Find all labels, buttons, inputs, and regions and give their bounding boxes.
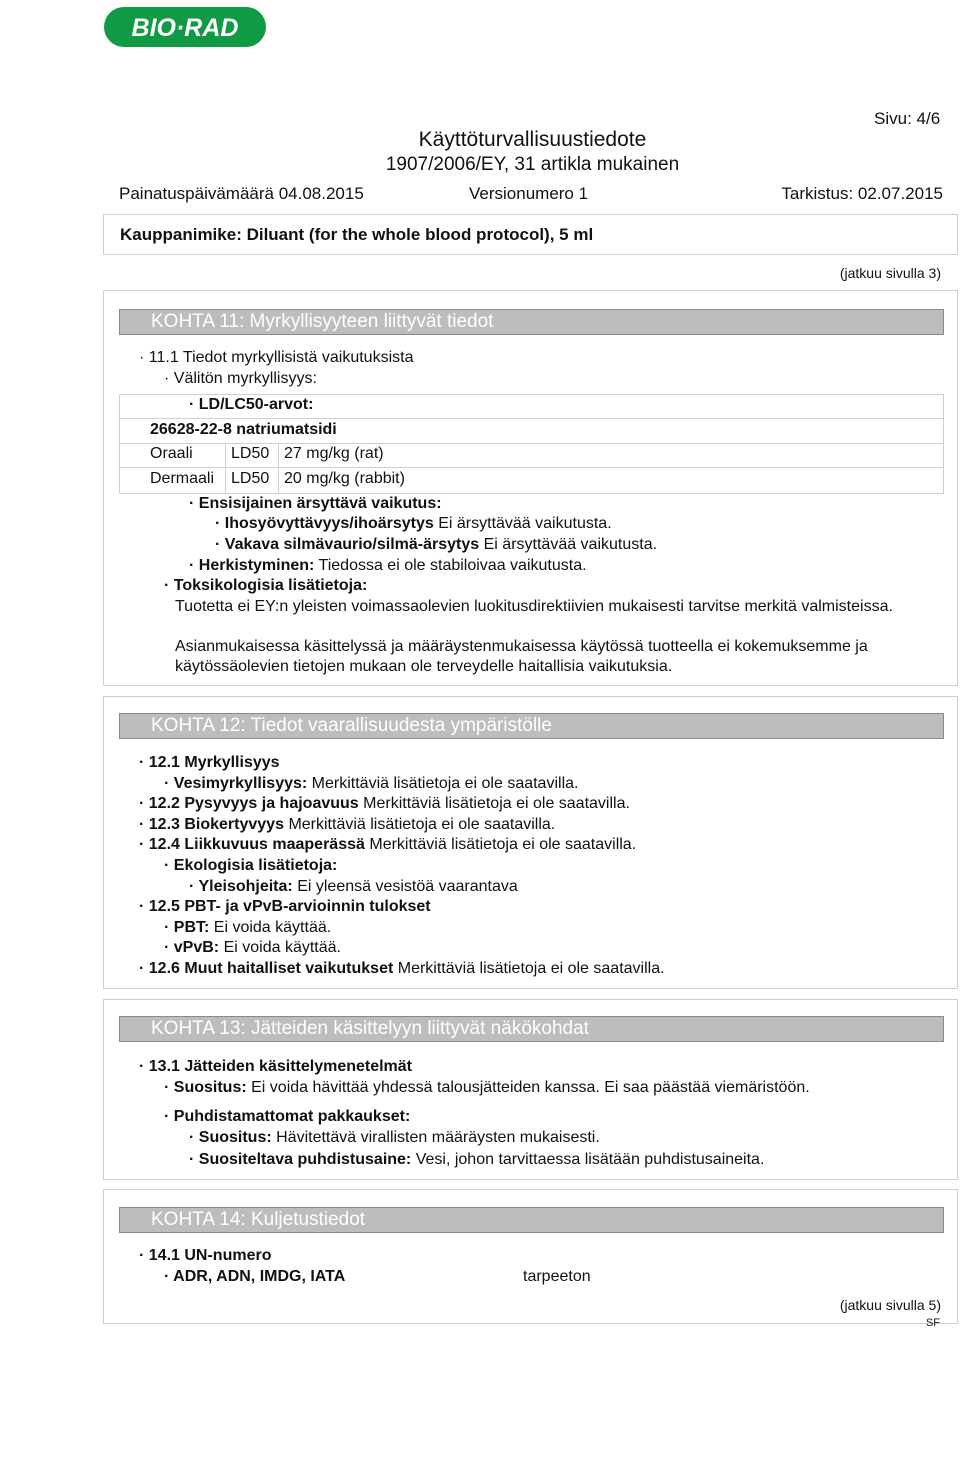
s12-toxicity: · 12.1 Myrkyllisyys: [139, 754, 280, 771]
ld-values-heading: · LD/LC50-arvot:: [189, 396, 314, 413]
packaging-recommendation-line: [189, 1129, 600, 1147]
print-date: Painatuspäivämäärä 04.08.2015: [119, 184, 364, 203]
continued-from: (jatkuu sivulla 3): [839, 265, 941, 281]
pbt-text: Ei voida käyttää.: [213, 919, 332, 936]
toxicological-info-heading: · Toksikologisia lisätietoja:: [164, 577, 368, 594]
mobility-line: [139, 836, 636, 854]
trade-name: Kauppanimike: Diluant (for the whole blood protocol), 5 ml: [120, 225, 594, 244]
recommendation-label: · Suositus:: [164, 1079, 247, 1096]
bioaccumulation-line: [139, 816, 555, 834]
pbt-assessment-heading: · 12.5 PBT- ja vPvB-arvioinnin tulokset: [139, 898, 431, 915]
vpvb-text: Ei voida käyttää.: [223, 939, 341, 956]
eye-damage-line: [215, 536, 657, 554]
eye-damage-label: · Vakava silmävaurio/silmä-ärsytys: [215, 536, 480, 553]
skin-irritation-label: · Ihosyövyttävyys/ihoärsytys: [215, 515, 434, 532]
bio-rad-logo: [103, 6, 267, 48]
aquatic-toxicity-line: [164, 775, 578, 793]
document-title: Käyttöturvallisuustiedote: [418, 128, 647, 151]
vpvb-label: · vPvB:: [164, 939, 220, 956]
persistence-line: [139, 795, 630, 813]
aquatic-toxicity-text: Merkittäviä lisätietoja ei ole saatavilla.: [311, 775, 579, 792]
cleaning-agent-text: Vesi, johon tarvittaessa lisätään puhdistusaineita.: [415, 1151, 765, 1168]
svg-text:BIO·RAD: BIO·RAD: [131, 14, 239, 42]
cleaning-agent-line: [189, 1151, 764, 1169]
toxicological-paragraph-2: Asianmukaisessa käsittelyssä ja määräystenmukaisessa käytössä tuotteella ei kokemuksemme ja käytössäolevien tietojen mukaan ole terveydelle haitallisia vaikutuksia.: [175, 638, 868, 675]
other-effects-text: Merkittäviä lisätietoja ei ole saatavilla.: [397, 960, 665, 977]
ecological-info-heading: · Ekologisia lisätietoja:: [164, 857, 338, 874]
ld-table-col-divider: [225, 443, 226, 494]
vpvb-line: [164, 939, 341, 957]
pbt-line: [164, 919, 331, 937]
waste-methods-heading: · 13.1 Jätteiden käsittelymenetelmät: [139, 1058, 413, 1075]
uncleaned-packaging-heading: · Puhdistamattomat pakkaukset:: [164, 1108, 411, 1125]
primary-irritation-heading: · Ensisijainen ärsyttävä vaikutus:: [189, 495, 442, 512]
eye-damage-text: Ei ärsyttävää vaikutusta.: [483, 536, 658, 553]
un-number-heading: · 14.1 UN-numero: [139, 1247, 272, 1264]
ld-table-col-divider: [278, 443, 279, 494]
pbt-label: · PBT:: [164, 919, 210, 936]
transport-regulations-label: · ADR, ADN, IMDG, IATA: [164, 1268, 346, 1285]
recommendation-line: [164, 1079, 810, 1097]
mobility-text: Merkittäviä lisätietoja ei ole saatavilla.: [369, 836, 637, 853]
section-13-title: KOHTA 13: Jätteiden käsittelyyn liittyvät näkökohdat: [119, 1016, 944, 1042]
toxicological-paragraph-1: Tuotetta ei EY:n yleisten voimassaolevien luokitusdirektiivien mukaisesti tarvitse merkitä valmisteissa.: [175, 598, 893, 615]
other-effects-label: · 12.6 Muut haitalliset vaikutukset: [139, 960, 394, 977]
aquatic-toxicity-label: · Vesimyrkyllisyys:: [164, 775, 308, 792]
page-number: Sivu: 4/6: [874, 109, 941, 128]
ld-row-route: Oraali: [150, 445, 193, 462]
other-effects-line: [139, 960, 665, 978]
sensitisation-text: Tiedossa ei ole stabiloivaa vaikutusta.: [318, 557, 587, 574]
document-subtitle: 1907/2006/EY, 31 artikla mukainen: [385, 154, 680, 175]
bioaccumulation-label: · 12.3 Biokertyvyys: [139, 816, 284, 833]
s11-acute-toxicity: · Välitön myrkyllisyys:: [164, 370, 317, 387]
ld-row-type: LD50: [231, 470, 270, 487]
persistence-text: Merkittäviä lisätietoja ei ole saatavilla.: [363, 795, 630, 812]
recommendation-text: Ei voida hävittää yhdessä talousjätteiden kanssa. Ei saa päästää viemäristöön.: [251, 1079, 810, 1096]
s11-line-11-1: · 11.1 Tiedot myrkyllisistä vaikutuksista: [139, 349, 414, 366]
ld-row-value: 27 mg/kg (rat): [284, 445, 384, 462]
sensitisation-line: [189, 557, 587, 575]
section-14-title: KOHTA 14: Kuljetustiedot: [119, 1207, 944, 1233]
cleaning-agent-label: · Suositeltava puhdistusaine:: [189, 1151, 412, 1168]
packaging-recommendation-label: · Suositus:: [189, 1129, 272, 1146]
ld-table-divider: [119, 418, 944, 419]
section-11-title: KOHTA 11: Myrkyllisyyteen liittyvät tiedot: [119, 309, 944, 335]
ld-table-divider: [119, 443, 944, 444]
mobility-label: · 12.4 Liikkuvuus maaperässä: [139, 836, 365, 853]
persistence-label: · 12.2 Pysyvyys ja hajoavuus: [139, 795, 359, 812]
version-number: Versionumero 1: [469, 184, 589, 203]
ld-table-divider: [119, 467, 944, 468]
language-code: SF: [925, 1317, 940, 1329]
general-notes-text: Ei yleensä vesistöä vaarantava: [297, 878, 518, 895]
skin-irritation-line: [215, 515, 612, 533]
skin-irritation-text: Ei ärsyttävää vaikutusta.: [438, 515, 612, 532]
ld-row-route: Dermaali: [150, 470, 215, 487]
sensitisation-label: · Herkistyminen:: [189, 557, 315, 574]
ld-row-type: LD50: [231, 445, 270, 462]
revision-date: Tarkistus: 02.07.2015: [781, 184, 943, 203]
substance-name: 26628-22-8 natriumatsidi: [150, 421, 337, 438]
general-notes-line: [189, 878, 518, 896]
bioaccumulation-text: Merkittäviä lisätietoja ei ole saatavilla.: [288, 816, 556, 833]
continued-to: (jatkuu sivulla 5): [839, 1297, 941, 1313]
transport-regulations-value: tarpeeton: [523, 1268, 591, 1285]
packaging-recommendation-text: Hävitettävä virallisten määräysten mukaisesti.: [276, 1129, 600, 1146]
section-12-title: KOHTA 12: Tiedot vaarallisuudesta ympäristölle: [119, 713, 944, 739]
ld-row-value: 20 mg/kg (rabbit): [284, 470, 405, 487]
general-notes-label: · Yleisohjeita:: [189, 878, 293, 895]
